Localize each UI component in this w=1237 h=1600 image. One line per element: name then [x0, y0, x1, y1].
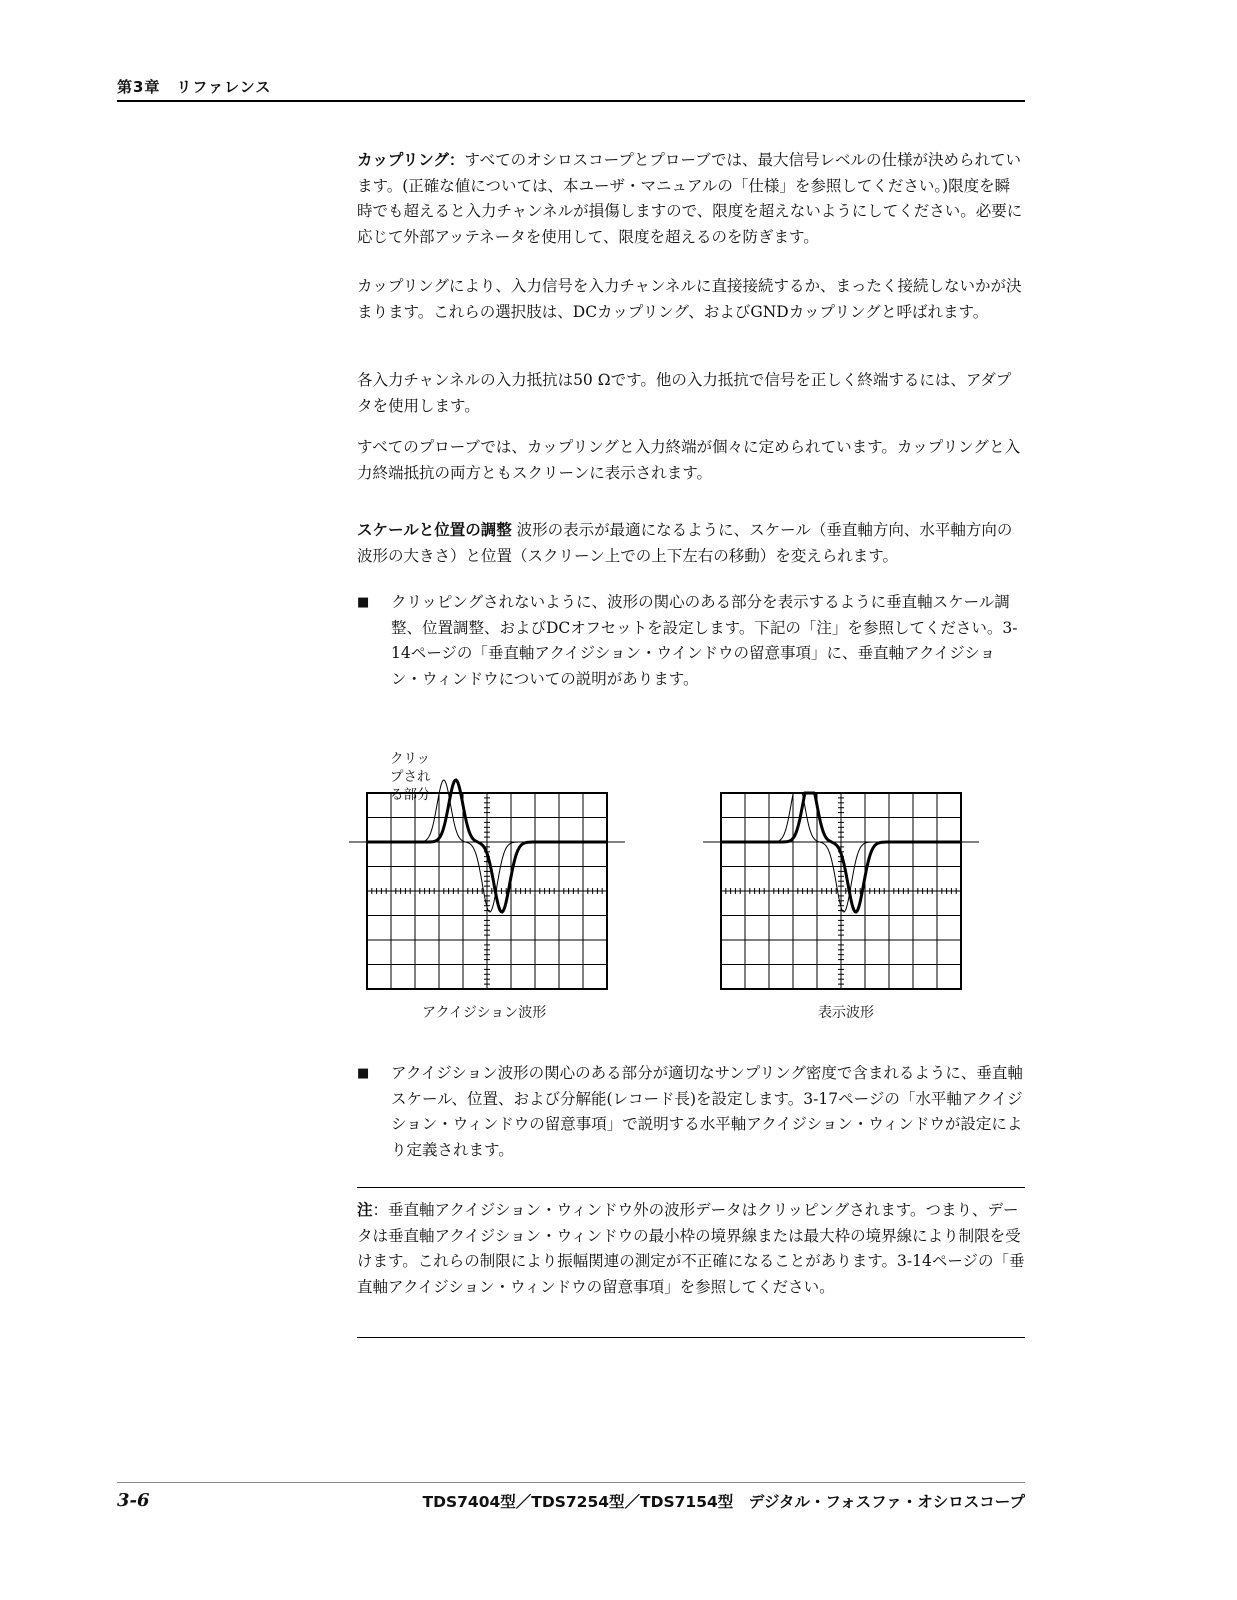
clipped-part-label: クリップされる部分 [390, 751, 431, 803]
bullet-item-2 [357, 1061, 1025, 1163]
scale-para [357, 518, 1025, 569]
acquisition-waveform-caption: アクイジション波形 [422, 1005, 547, 1021]
bullet-text-1: クリッピングされないように、波形の関心のある部分を表示するように垂直軸スケール調整、位置調整、およびDCオフセットを設定します。下記の「注」を参照してください。3-14ページの「垂直軸アクイジション・ウインドウの留意事項」に、垂直軸アクイジション・ウィンドウについての説明があります。 [391, 593, 1018, 688]
coupling-para1 [357, 148, 1025, 250]
coupling-text2: カップリングにより、入力信号を入力チャンネルに直接接続するか、まったく接続しないかが決まります。これらの選択肢は、DCカップリング、およびGNDカップリングと呼ばれます。 [357, 277, 1022, 321]
coupling-text1: すべてのオシロスコープとプローブでは、最大信号レベルの仕様が決められています。(正確な値については、本ユーザ・マニュアルの「仕様」を参照してください。)限度を瞬時でも超えると入力チャンネルが損傷しますので、限度を超えないようにしてください。必要に応じて外部アッテネータを使用して、限度を超えるのを防ぎます。 [357, 151, 1023, 246]
coupling-text3: 各入力チャンネルの入力抵抗は50 Ωです。他の入力抵抗で信号を正しく終端するには、アダプタを使用します。 [357, 371, 1012, 415]
chapter-header: 第3章 リファレンス [117, 78, 272, 96]
footer-title: TDS7404型／TDS7254型／TDS7154型 デジタル・フォスファ・オシロスコープ [422, 1493, 1025, 1511]
coupling-para4 [357, 435, 1025, 486]
displayed-waveform-caption: 表示波形 [818, 1005, 874, 1021]
note-bottom-rule [357, 1337, 1025, 1338]
acquisition-waveform-graticule [349, 780, 625, 989]
waveform-figure [345, 760, 995, 1000]
coupling-heading: カップリング： [357, 151, 465, 169]
bullet-square-icon: ■ [357, 1066, 370, 1081]
coupling-para2 [357, 274, 1025, 325]
note-block [357, 1198, 1025, 1300]
note-label: 注 [357, 1201, 373, 1219]
bullet-text-2: アクイジション波形の関心のある部分が適切なサンプリング密度で含まれるように、垂直軸スケール、位置、および分解能(レコード長)を設定します。3-17ページの「水平軸アクイジション・ウィンドウの留意事項」で説明する水平軸アクイジション・ウィンドウが設定により定義されます。 [391, 1064, 1023, 1159]
coupling-para3 [357, 368, 1025, 419]
note-text: ：垂直軸アクイジション・ウィンドウ外の波形データはクリッピングされます。つまり、データは垂直軸アクイジション・ウィンドウの最小枠の境界線または最大枠の境界線により制限を受けます。これらの制限により振幅関連の測定が不正確になることがあります。3-14ページの「垂直軸アクイジション・ウィンドウの留意事項」を参照してください。 [357, 1201, 1025, 1296]
page-number: 3-6 [117, 1490, 150, 1511]
bullet-item-1 [357, 590, 1025, 692]
scale-text: 波形の表示が最適になるように、スケール（垂直軸方向、水平軸方向の波形の大きさ）と位置（スクリーン上での上下左右の移動）を変えられます。 [357, 521, 1013, 565]
footer-rule [117, 1482, 1025, 1483]
scale-heading: スケールと位置の調整 [357, 521, 512, 539]
coupling-text4: すべてのプローブでは、カップリングと入力終端が個々に定められています。カップリングと入力終端抵抗の両方ともスクリーンに表示されます。 [357, 438, 1021, 482]
bullet-square-icon: ■ [357, 595, 370, 610]
header-rule [117, 100, 1025, 102]
note-top-rule [357, 1187, 1025, 1188]
displayed-waveform-graticule [703, 793, 979, 989]
